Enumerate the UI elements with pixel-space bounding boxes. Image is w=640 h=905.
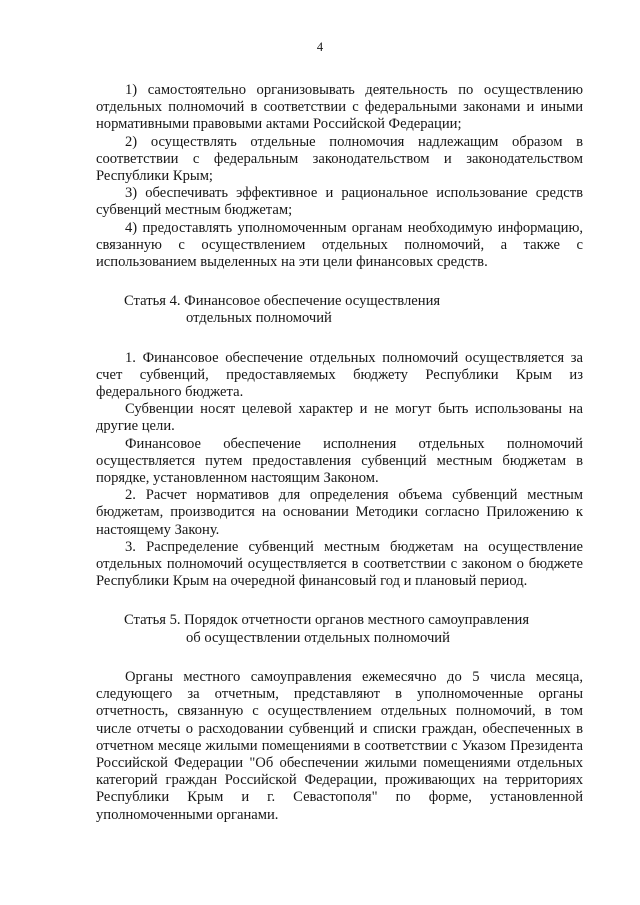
article-4-paragraph: 3. Распределение субвенций местным бюджетам на осуществление отдельных полномочий осуществляется в соответствии с законом о бюджете Республики Крым на очередной финансовый год и плановый период.: [96, 538, 583, 590]
article-4-paragraph: 1. Финансовое обеспечение отдельных полномочий осуществляется за счет субвенций, предоставляемых бюджету Республики Крым из федерального бюджета.: [96, 349, 583, 401]
article-4-paragraph: Субвенции носят целевой характер и не могут быть использованы на другие цели.: [96, 401, 583, 435]
article-5-paragraph: Органы местного самоуправления ежемесячно до 5 числа месяца, следующего за отчетным, представляют в уполномоченные органы отчетность, связанную с осуществлением отдельных полномочий, в том числе отчеты о расходовании субвенций и списки граждан, обеспеченных в отчетном месяце жилыми помещениями в соответствии с Указом Президента Российской Федерации "Об обеспечении жилыми помещениями отдельных категорий граждан Российской Федерации, проживающих на территориях Республики Крым и г. Севастополя" по форме, установленной уполномоченными органами.: [96, 668, 583, 823]
article-4-paragraph: 2. Расчет нормативов для определения объема субвенций местным бюджетам, производится на основании Методики согласно Приложению к настоящему Закону.: [96, 487, 583, 538]
list-item-3: 3) обеспечивать эффективное и рациональное использование средств субвенций местным бюджетам;: [96, 185, 583, 219]
article-5-heading: [124, 612, 583, 646]
list-item-2: 2) осуществлять отдельные полномочия надлежащим образом в соответствии с федеральным законодательством и законодательством Республики Крым;: [96, 133, 583, 185]
list-item-1: 1) самостоятельно организовывать деятельность по осуществлению отдельных полномочий в соответствии с федеральными законами и иными нормативными правовыми актами Российской Федерации;: [96, 82, 583, 133]
article-4-title-line2: отдельных полномочий: [186, 310, 332, 327]
article-4-paragraph: Финансовое обеспечение исполнения отдельных полномочий осуществляется путем предоставления субвенций местным бюджетам в порядке, установленном настоящим Законом.: [96, 435, 583, 487]
page-number: 4: [316, 40, 324, 54]
article-4-title-line1: Статья 4. Финансовое обеспечение осуществления: [124, 293, 441, 310]
article-4-heading: [124, 293, 583, 327]
list-item-4: 4) предоставлять уполномоченным органам необходимую информацию, связанную с осуществлением отдельных полномочий, а также с использованием выделенных на эти цели финансовых средств.: [96, 219, 583, 271]
article-5-title-line1: Статья 5. Порядок отчетности органов местного самоуправления: [124, 612, 530, 629]
document-body: [96, 82, 583, 824]
article-5-title-line2: об осуществлении отдельных полномочий: [186, 629, 450, 646]
